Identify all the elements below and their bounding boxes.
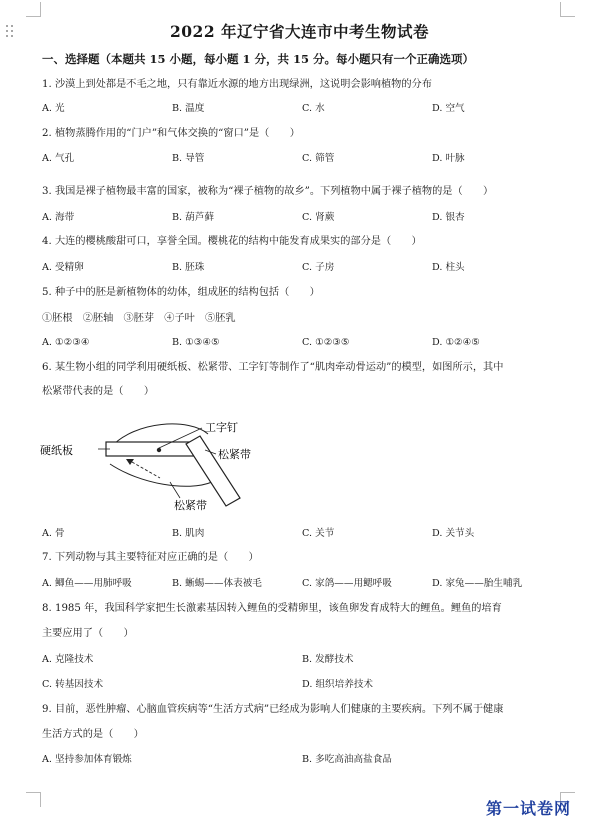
question-8-stem-line2: 主要应用了（ ） xyxy=(42,628,134,639)
q6-option-b: B. 肌肉 xyxy=(172,528,205,539)
q4-option-a: A. 受精卵 xyxy=(42,262,84,273)
q6-option-d: D. 关节头 xyxy=(432,528,475,539)
q5-option-b: B. ①③④⑤ xyxy=(172,337,220,348)
q2-option-b: B. 导管 xyxy=(172,153,205,164)
question-5-stem: 5. 种子中的胚是新植物体的幼体，组成胚的结构包括（ ） xyxy=(42,287,320,298)
q8-option-d: D. 组织培养技术 xyxy=(302,679,374,690)
question-3-stem: 3. 我国是裸子植物最丰富的国家，被称为“裸子植物的故乡”。下列植物中属于裸子植物的是（ ） xyxy=(42,186,494,197)
cardboard-horizontal xyxy=(106,442,198,456)
elastic-band-lower xyxy=(110,464,212,486)
exam-title: 2022 年辽宁省大连市中考生物试卷 xyxy=(169,22,430,41)
question-7-stem: 7. 下列动物与其主要特征对应正确的是（ ） xyxy=(42,552,259,563)
question-5-items: ①胚根 ②胚轴 ③胚芽 ④子叶 ⑤胚乳 xyxy=(42,313,236,324)
muscle-model-figure xyxy=(40,412,300,512)
q7-option-c: C. 家鸽——用鳃呼吸 xyxy=(302,578,392,589)
question-4-stem: 4. 大连的樱桃酸甜可口，享誉全国。樱桃花的结构中能发育成果实的部分是（ ） xyxy=(42,236,422,247)
q3-option-a: A. 海带 xyxy=(42,212,75,223)
question-8-stem: 8. 1985 年，我国科学家把生长激素基因转入鲤鱼的受精卵里，该鱼卵发育成特大的鲤鱼。鲤鱼的培育 xyxy=(42,603,502,614)
q8-option-a: A. 克隆技术 xyxy=(42,654,94,665)
q9-option-a: A. 坚持参加体育锻炼 xyxy=(42,754,132,765)
corner-mark-top-right xyxy=(560,2,575,17)
pin-dot xyxy=(157,448,161,452)
label-band-upper: 松紧带 xyxy=(218,448,251,461)
q7-option-a: A. 鲫鱼——用肺呼吸 xyxy=(42,578,132,589)
q1-option-b: B. 温度 xyxy=(172,103,205,114)
q2-option-c: C. 筛管 xyxy=(302,153,335,164)
question-9-stem: 9. 目前，恶性肿瘤、心脑血管疾病等“生活方式病”已经成为影响人们健康的主要疾病。下列不属于健康 xyxy=(42,704,504,715)
q5-option-c: C. ①②③⑤ xyxy=(302,337,350,348)
q3-option-c: C. 肾蕨 xyxy=(302,212,335,223)
q4-option-c: C. 子房 xyxy=(302,262,335,273)
q1-option-c: C. 水 xyxy=(302,103,325,114)
q9-option-b: B. 多吃高油高盐食品 xyxy=(302,754,392,765)
q1-option-a: A. 光 xyxy=(42,103,65,114)
corner-mark-bottom-left xyxy=(26,792,41,807)
section-heading: 一、选择题（本题共 15 小题，每小题 1 分，共 15 分。每小题只有一个正确选项） xyxy=(42,52,475,66)
cardboard-angled xyxy=(186,436,240,506)
q7-option-b: B. 蜥蜴——体表被毛 xyxy=(172,578,262,589)
question-1-stem: 1. 沙漠上到处都是不毛之地，只有靠近水源的地方出现绿洲，这说明会影响植物的分布 xyxy=(42,79,432,90)
q2-option-a: A. 气孔 xyxy=(42,153,75,164)
label-band-lower: 松紧带 xyxy=(174,499,207,512)
corner-mark-top-left xyxy=(26,2,41,17)
q3-option-b: B. 葫芦藓 xyxy=(172,212,214,223)
q6-option-a: A. 骨 xyxy=(42,528,65,539)
label-cardboard: 硬纸板 xyxy=(40,444,73,457)
q8-option-c: C. 转基因技术 xyxy=(42,679,104,690)
label-pin: 工字钉 xyxy=(205,421,238,434)
q1-option-d: D. 空气 xyxy=(432,103,465,114)
q5-option-a: A. ①②③④ xyxy=(42,337,90,348)
question-6-stem: 6. 某生物小组的同学利用硬纸板、松紧带、工字钉等制作了“肌肉牵动骨运动”的模型，如图所示，其中 xyxy=(42,362,504,373)
q6-option-c: C. 关节 xyxy=(302,528,335,539)
q4-option-d: D. 柱头 xyxy=(432,262,465,273)
question-2-stem: 2. 植物蒸腾作用的“门户”和气体交换的“窗口”是（ ） xyxy=(42,128,300,139)
q5-option-d: D. ①②④⑤ xyxy=(432,337,480,348)
watermark-logo: 第一试卷网 xyxy=(486,799,572,818)
q4-option-b: B. 胚珠 xyxy=(172,262,205,273)
q3-option-d: D. 银杏 xyxy=(432,212,465,223)
question-6-stem-line2: 松紧带代表的是（ ） xyxy=(42,386,155,397)
q8-option-b: B. 发酵技术 xyxy=(302,654,354,665)
q7-option-d: D. 家兔——胎生哺乳 xyxy=(432,578,523,589)
question-9-stem-line2: 生活方式的是（ ） xyxy=(42,729,144,740)
q2-option-d: D. 叶脉 xyxy=(432,153,465,164)
